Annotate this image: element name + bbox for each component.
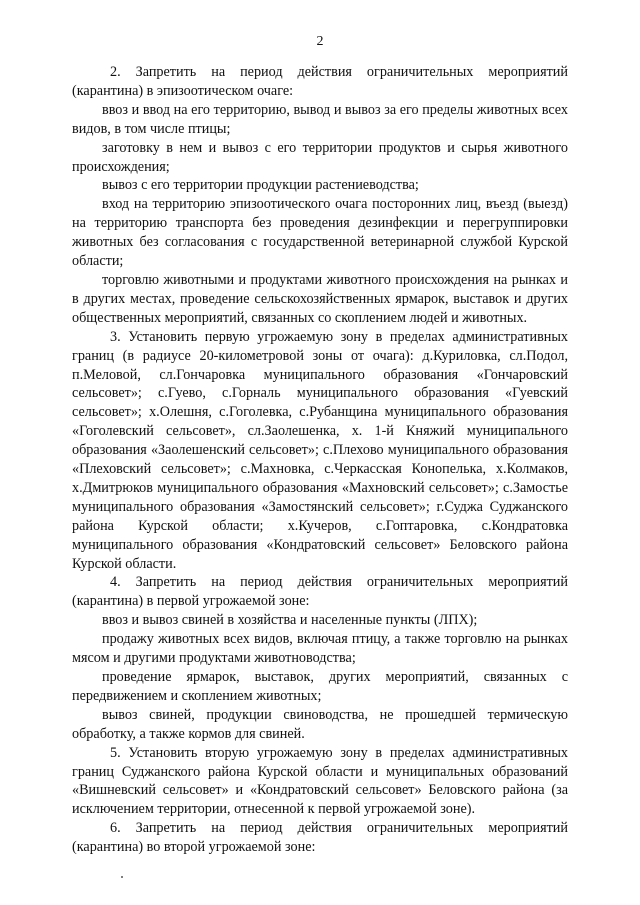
list-item-entry-outsiders-transport: вход на территорию эпизоотического очага посторонних лиц, въезд (выезд) на территорию транспорта без проведения дезинфекции и перегруппировки животных без согласования с государственной ветеринарной службой Курской области;	[72, 196, 568, 270]
scan-speck	[121, 876, 123, 878]
list-item-fairs-exhibitions: проведение ярмарок, выставок, других мероприятий, связанных с передвижением и скоплением животных;	[72, 669, 568, 704]
page-number: 2	[316, 34, 324, 49]
list-item-export-pigs-products-feed: вывоз свиней, продукции свиноводства, не прошедшей термическую обработку, а также кормов для свиней.	[72, 706, 568, 742]
list-item-export-crop-products: вывоз с его территории продукции растениеводства;	[102, 177, 419, 194]
paragraph-2-prohibitions-focus: 2. Запретить на период действия ограничительных мероприятий (карантина) в эпизоотическом очаге:	[72, 64, 568, 99]
paragraph-6-prohibitions-second-zone: 6. Запретить на период действия ограничительных мероприятий (карантина) во второй угрожаемой зоне:	[72, 820, 568, 856]
document-body	[72, 63, 568, 857]
list-item-import-export-animals: ввоз и ввод на его территорию, вывод и вывоз за его пределы животных всех видов, в том числе птицы;	[72, 101, 568, 137]
list-item-sale-animals-markets: продажу животных всех видов, включая птицу, а также торговлю на рынках мясом и другими продуктами животноводства;	[72, 631, 568, 667]
paragraph-4-prohibitions-first-zone: 4. Запретить на период действия ограничительных мероприятий (карантина) в первой угрожаемой зоне:	[72, 574, 568, 610]
paragraph-3-first-threatened-zone: 3. Установить первую угрожаемую зону в пределах административных границ (в радиусе 20-километровой зоны от очага): д.Куриловка, сл.Подол, п.Меловой, сл.Гончаровка муниципального образования «Гончаровский сельсовет»; с.Гуево, с.Горналь муниципального образования «Гуевский сельсовет»; х.Олешня, с.Гоголевка, с.Рубанщина муниципального образования «Гоголевский сельсовет», сл.Заолешенка, х. 1-й Княжий муниципального образования «Заолешенский сельсовет»; с.Плехово муниципального образования «Плеховский сельсовет»; с.Махновка, с.Черкасская Конопелька, х.Колмаков, х.Дмитрюков муниципального образования «Махновский сельсовет»; с.Замостье муниципального образования «Замостянский сельсовет»; г.Суджа Суджанского района Курской области; х.Кучеров, с.Гоптаровка, с.Кондратовка муниципального образования «Кондратовский сельсовет» Беловского района Курской области.	[72, 328, 568, 572]
list-item-procurement-animal-products: заготовку в нем и вывоз с его территории продуктов и сырья животного происхождения;	[72, 139, 568, 175]
list-item-trade-fairs-events: торговлю животными и продуктами животного происхождения на рынках и в других местах, проведение сельскохозяйственных ярмарок, выставок и других общественных мероприятий, связанных со скоплением людей и животных.	[72, 271, 568, 326]
paragraph-5-second-threatened-zone: 5. Установить вторую угрожаемую зону в пределах административных границ Суджанского района Курской области и муниципальных образований «Вишневский сельсовет» и «Кондратовский сельсовет» Беловского района (за исключением территории, отнесенной к первой угрожаемой зоне).	[72, 744, 568, 818]
list-item-pig-import-export: ввоз и вывоз свиней в хозяйства и населенные пункты (ЛПХ);	[102, 612, 478, 629]
